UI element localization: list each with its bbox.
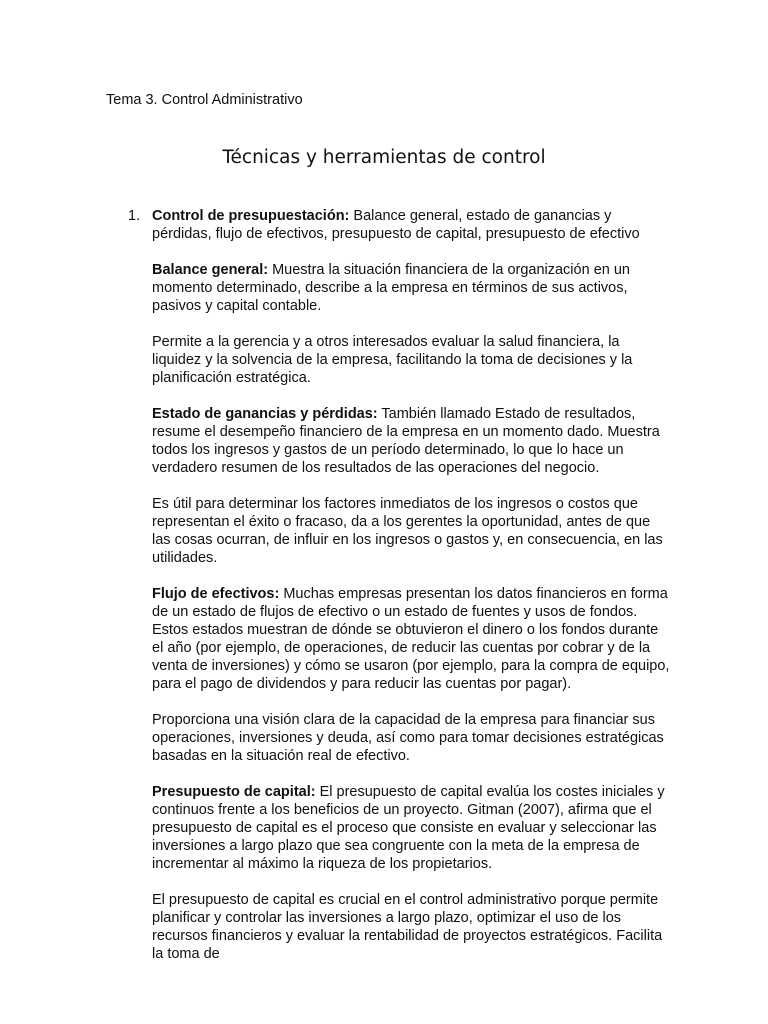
text-flujo-efectivos: Muchas empresas presentan los datos financieros en forma de un estado de flujos de efectivo o un estado de fuentes y usos de fondos. Estos estados muestran de dónde se obtuvieron el dinero o los fondos durante el año (por ejemplo, de operaciones, de reducir las cuentas por cobrar y de la venta de inversiones) y cómo se usaron (por ejemplo, para la compra de equipo, para el pago de dividendos y para reducir las cuentas por pagar).: [152, 586, 670, 692]
paragraph-estado-resultados: [152, 405, 672, 477]
list-number: 1.: [128, 208, 141, 224]
paragraph-estado-uso: [152, 495, 672, 567]
text-presupuestacion: Balance general, estado de ganancias y pérdidas, flujo de efectivos, presupuesto de capital, presupuesto de efectivo: [152, 208, 640, 242]
text-estado-resultados: También llamado Estado de resultados, resume el desempeño financiero de la empresa en un momento dado. Muestra todos los ingresos y gastos de un período determinado, lo que lo hace un verdadero resumen de los resultados de las operaciones del negocio.: [152, 406, 660, 476]
document-title: Técnicas y herramientas de control: [222, 147, 546, 168]
paragraph-flujo-efectivos: [152, 585, 672, 693]
paragraph-presupuesto-capital: [152, 783, 672, 873]
paragraph-presupuestacion: [152, 207, 672, 243]
text-balance-general: Muestra la situación financiera de la organización en un momento determinado, describe a la empresa en términos de sus activos, pasivos y capital contable.: [152, 262, 630, 314]
term-estado-resultados: Estado de ganancias y pérdidas:: [152, 406, 378, 422]
paragraph-flujo-uso: [152, 711, 672, 765]
list-item-content: [152, 207, 672, 981]
text-flujo-uso: Proporciona una visión clara de la capacidad de la empresa para financiar sus operaciones, inversiones y deuda, así como para tomar decisiones estratégicas basadas en la situación real de efectivo.: [152, 712, 664, 764]
paragraph-balance-general: [152, 261, 672, 315]
term-presupuesto-capital: Presupuesto de capital:: [152, 784, 316, 800]
text-balance-uso: Permite a la gerencia y a otros interesados evaluar la salud financiera, la liquidez y la solvencia de la empresa, facilitando la toma de decisiones y la planificación estratégica.: [152, 334, 633, 386]
paragraph-balance-uso: [152, 333, 672, 387]
term-balance-general: Balance general:: [152, 262, 269, 278]
text-capital-uso: El presupuesto de capital es crucial en el control administrativo porque permite planificar y controlar las inversiones a largo plazo, optimizar el uso de los recursos financieros y evaluar la rentabilidad de proyectos estratégicos. Facilita la toma de: [152, 892, 663, 962]
term-flujo-efectivos: Flujo de efectivos:: [152, 586, 280, 602]
text-presupuesto-capital: El presupuesto de capital evalúa los costes iniciales y continuos frente a los beneficios de un proyecto. Gitman (2007), afirma que el presupuesto de capital es el proceso que consiste en evaluar y seleccionar las inversiones a largo plazo que sea congruente con la meta de la empresa de incrementar al máximo la riqueza de los propietarios.: [152, 784, 665, 872]
text-estado-uso: Es útil para determinar los factores inmediatos de los ingresos o costos que representan el éxito o fracaso, da a los gerentes la oportunidad, antes de que las cosas ocurran, de influir en los ingresos o gastos y, en consecuencia, en las utilidades.: [152, 496, 663, 566]
paragraph-capital-uso: [152, 891, 672, 963]
term-presupuestacion: Control de presupuestación:: [152, 208, 350, 224]
document-header: Tema 3. Control Administrativo: [106, 92, 303, 108]
